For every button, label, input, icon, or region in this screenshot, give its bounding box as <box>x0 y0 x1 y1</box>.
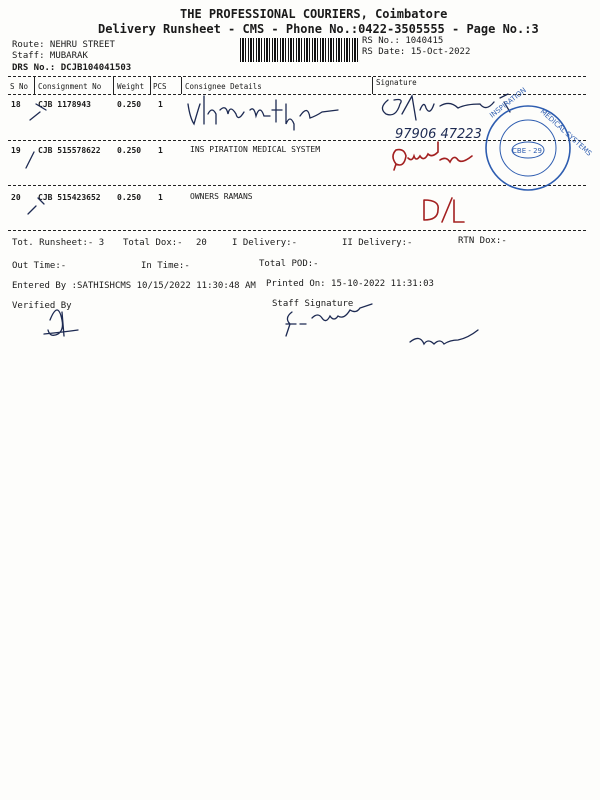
tot-runsheet: Tot. Runsheet:- 3 <box>12 238 105 248</box>
entered-by: Entered By :SATHISHCMS 10/15/2022 11:30:48 AM <box>12 281 256 291</box>
row-consignment: CJB 515578622 <box>38 146 101 155</box>
row-sno: 18 <box>11 100 21 109</box>
row-pcs: 1 <box>158 100 163 109</box>
row-weight: 0.250 <box>117 100 142 109</box>
col-header-pcs: PCS <box>153 82 167 91</box>
row-consignee: OWNERS RAMANS <box>190 192 253 201</box>
row-weight: 0.250 <box>117 146 142 155</box>
delivery-signature-19 <box>393 142 472 170</box>
row-consignment: CJB 515423652 <box>38 193 101 202</box>
col-header-consignment: Consignment No <box>38 82 102 91</box>
col-header-weight: Weight <box>117 82 145 91</box>
row-sno: 19 <box>11 146 21 155</box>
total-dox-label: Total Dox:- <box>123 238 183 248</box>
in-time: In Time:- <box>141 261 190 271</box>
total-dox-value: 20 <box>196 238 207 248</box>
stamp-top: INSPIRATION <box>488 86 528 120</box>
row-consignment: CJB 1178943 <box>38 100 91 109</box>
verified-by-signature <box>44 310 78 336</box>
runsheet-subtitle: Delivery Runsheet - CMS - Phone No.:0422-3505555 - Page No.:3 <box>98 22 539 36</box>
rtn-dox: RTN Dox:- <box>458 236 507 246</box>
drs-number: DRS No.: DCJB104041503 <box>12 63 132 73</box>
staff-signature-scrawl <box>286 304 372 336</box>
dl-text: D/L <box>0 0 2 1</box>
stamp-right: MEDICAL SYSTEMS <box>538 107 594 158</box>
row-sno: 20 <box>11 193 21 202</box>
col-header-sno: S No <box>10 82 29 91</box>
i-delivery: I Delivery:- <box>232 238 298 248</box>
stamp-center: CBE - 29 <box>512 147 542 155</box>
handwritten-phone: 97906 47223 <box>395 127 482 142</box>
row-weight: 0.250 <box>117 193 142 202</box>
staff-label: Staff: MUBARAK <box>12 51 88 61</box>
rs-date: RS Date: 15-Oct-2022 <box>362 47 471 57</box>
ii-delivery: II Delivery:- <box>342 238 413 248</box>
dl-mark <box>0 0 464 222</box>
col-header-consignee: Consignee Details <box>185 82 262 91</box>
verified-by-label: Verified By <box>12 301 72 311</box>
tick-mark <box>28 198 44 214</box>
total-pod: Total POD:- <box>259 259 319 269</box>
out-time: Out Time:- <box>12 261 67 271</box>
staff-signature-label: Staff Signature <box>272 299 354 309</box>
tick-mark <box>26 152 34 168</box>
col-header-signature: Signature <box>376 78 417 87</box>
company-title: THE PROFESSIONAL COURIERS, Coimbatore <box>180 7 448 21</box>
row-consignee: INS PIRATION MEDICAL SYSTEM <box>190 145 321 154</box>
printed-on: Printed On: 15-10-2022 11:31:03 <box>266 279 434 289</box>
consignee-signature-18 <box>188 96 338 130</box>
tick-mark <box>30 104 46 120</box>
row-pcs: 1 <box>158 146 163 155</box>
route-label: Route: NEHRU STREET <box>12 40 115 50</box>
company-stamp <box>486 86 594 190</box>
rs-number: RS No.: 1040415 <box>362 36 444 46</box>
staff-signature-extra <box>410 330 478 344</box>
row-pcs: 1 <box>158 193 163 202</box>
